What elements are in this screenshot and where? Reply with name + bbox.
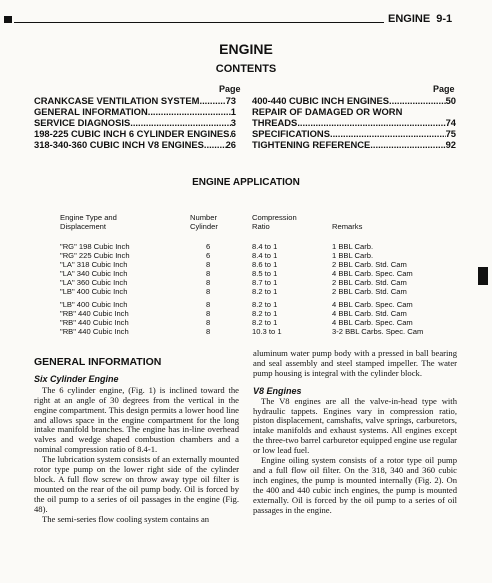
contents-right-column	[252, 95, 456, 150]
toc-entry: REPAIR OF DAMAGED OR WORN	[252, 106, 403, 117]
paragraph: Engine oiling system consists of a rotor type oil pump and a full flow oil filter. On the 318, 340 and 360 cubic inch engines, the pump is mounted internally (Fig. 2). On the 400 and 440 cubic inch engines, the pump is mounted externally. Oil is forced by the oil pump to a series of oil passages in the engine.	[253, 455, 457, 515]
table-row: "RB" 440 Cubic Inch 8 8.2 to 1 4 BBL Carb. Std. Cam	[60, 309, 407, 318]
body-left-column	[34, 358, 239, 525]
header-engine-type: Engine Type and	[60, 213, 117, 222]
toc-entry[interactable]: SPECIFICATIONS ..... 75	[252, 128, 456, 139]
contents-page-label-left: Page	[219, 84, 241, 94]
table-header-row	[60, 213, 442, 222]
toc-entry[interactable]: SERVICE DIAGNOSIS ..... 3	[34, 117, 236, 128]
corner-mark	[4, 16, 12, 23]
table-row: "LA" 318 Cubic Inch 8 8.6 to 1 2 BBL Carb. Std. Cam	[60, 260, 407, 269]
toc-entry[interactable]: CRANKCASE VENTILATION SYSTEM ..... 73	[34, 95, 236, 106]
paragraph: The lubrication system consists of an externally mounted rotor type pump on the lower right side of the cylinder block. A full flow screw on throw away type oil filter is mounted on the rear of the oil pump body. Oil is forced by the oil pump to a series of oil passages in the engine (Fig. 48).	[34, 454, 239, 514]
toc-entry[interactable]: GENERAL INFORMATION ..... 1	[34, 106, 236, 117]
table-row: "LB" 400 Cubic Inch 8 8.2 to 1 2 BBL Carb. Std. Cam	[60, 287, 407, 296]
header-remarks-blank	[332, 213, 442, 222]
contents-page-label-right: Page	[433, 84, 455, 94]
toc-entry[interactable]: THREADS ..... 74	[252, 117, 456, 128]
paragraph: The 6 cylinder engine, (Fig. 1) is inclined toward the right at an angle of 30 degrees from the vertical in the engine compartment. This design permits a lower hood line and allows space in the engine compartment for the long intake manifold branches. The engine has in-line overhead valves and wedge shaped combustion chambers and a nominal compression ratio of 8.4-1.	[34, 384, 239, 455]
engine-application-table	[60, 213, 442, 336]
header-cylinder: Cylinder	[190, 222, 218, 231]
toc-entry[interactable]: 198-225 CUBIC INCH 6 CYLINDER ENGINES ..... 6	[34, 128, 236, 139]
application-table-wrap	[60, 213, 442, 336]
paragraph: The V8 engines are all the valve-in-head type with hydraulic tappets. Engines vary in compression ratio, piston displacement, camshafts, valve springs, carburetors, intake manifolds and exhaust systems. All engines except the three-two barrel carburetor equipped engine use regular or low lead fuel.	[253, 395, 458, 456]
six-cylinder-heading: Six Cylinder Engine	[34, 373, 119, 384]
table-row: "RB" 440 Cubic Inch 8 10.3 to 1 3-2 BBL Carbs. Spec. Cam	[60, 327, 424, 336]
paragraph: The semi-series flow cooling system contains an	[42, 513, 210, 524]
table-row: "LB" 400 Cubic Inch 8 8.2 to 1 4 BBL Carb. Spec. Cam	[60, 300, 413, 309]
header-remarks: Remarks	[332, 222, 363, 231]
table-header-row	[60, 222, 442, 231]
header-page-number: 9-1	[436, 13, 453, 25]
header-title: ENGINE	[388, 13, 431, 25]
running-header	[388, 13, 452, 25]
header-compression: Compression	[252, 213, 297, 222]
header-ratio: Ratio	[252, 222, 270, 231]
table-row: "LA" 340 Cubic Inch 8 8.5 to 1 4 BBL Carb. Spec. Cam	[60, 269, 413, 278]
general-info-heading: GENERAL INFORMATION	[34, 356, 162, 368]
header-rule	[14, 22, 384, 23]
header-displacement: Displacement	[60, 222, 107, 231]
table-row: "RG" 225 Cubic Inch 6 8.4 to 1 1 BBL Carb.	[60, 251, 374, 260]
toc-entry[interactable]: TIGHTENING REFERENCE ..... 92	[252, 139, 456, 150]
table-row: "LA" 360 Cubic Inch 8 8.7 to 1 2 BBL Carb. Std. Cam	[60, 278, 407, 287]
table-row: "RB" 440 Cubic Inch 8 8.2 to 1 4 BBL Carb. Spec. Cam	[60, 318, 413, 327]
contents-title: CONTENTS	[215, 63, 277, 75]
contents-left-column	[34, 95, 236, 150]
page-title: ENGINE	[219, 41, 273, 57]
toc-entry[interactable]: 400-440 CUBIC INCH ENGINES ..... 50	[252, 95, 456, 106]
header-number: Number	[190, 213, 218, 222]
toc-entry[interactable]: 318-340-360 CUBIC INCH V8 ENGINES ..... 26	[34, 139, 236, 150]
paragraph: aluminum water pump body with a pressed in ball bearing and seal assembly and steel stamped impeller. The water pump housing is integral with the cylinder block.	[253, 348, 457, 378]
v8-heading: V8 Engines	[253, 385, 302, 396]
section-thumb-tab	[478, 267, 488, 285]
application-title: ENGINE APPLICATION	[192, 177, 300, 188]
table-row: "RG" 198 Cubic Inch 6 8.4 to 1 1 BBL Carb.	[60, 242, 374, 251]
body-right-column	[253, 349, 457, 516]
